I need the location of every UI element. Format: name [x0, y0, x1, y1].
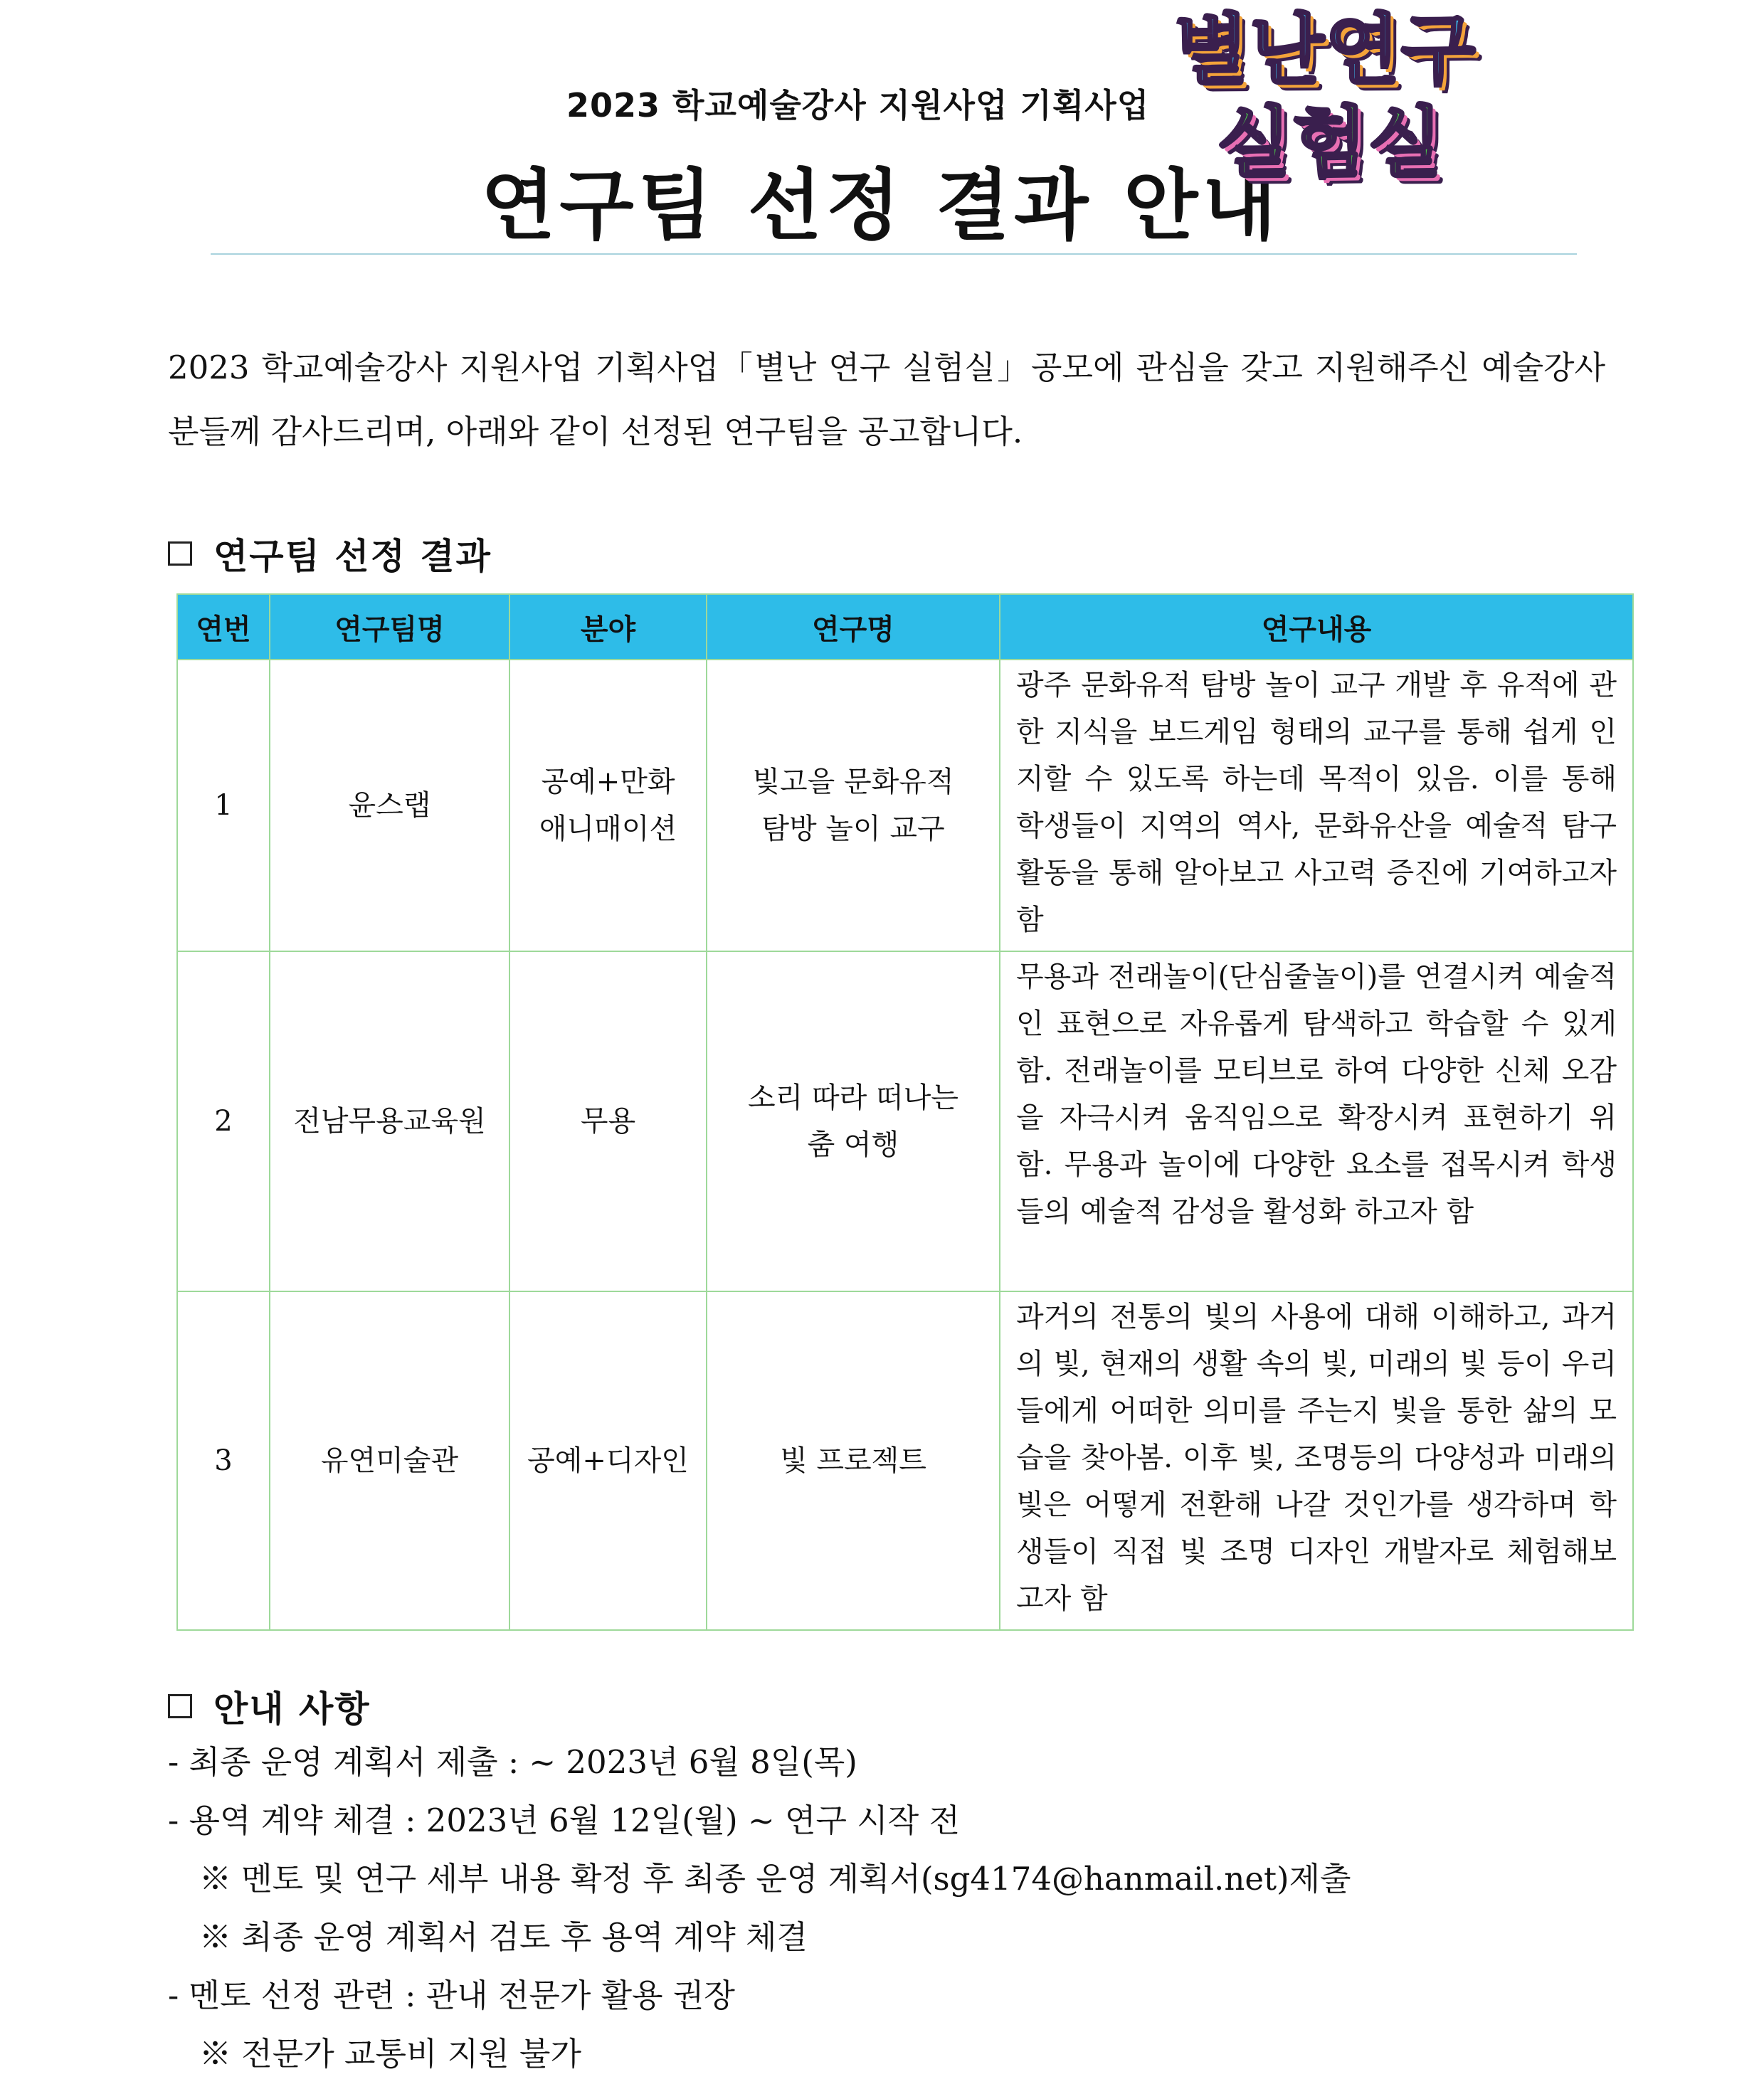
cell-team: 윤스랩: [270, 660, 509, 951]
column-header-team: 연구팀명: [270, 594, 509, 660]
cell-title-line: 춤 여행: [807, 1128, 899, 1161]
list-item-note: ※ 최종 운영 계획서 검토 후 용역 계약 체결: [199, 1918, 808, 1956]
cell-field-line: 공예+만화: [541, 766, 675, 798]
list-item-note: ※ 멘토 및 연구 세부 내용 확정 후 최종 운영 계획서(sg4174@hanmail.net)제출: [199, 1860, 1351, 1898]
table-row: [177, 951, 1633, 1291]
checkbox-icon: [168, 541, 192, 566]
logo-text-line-1: 별난연구: [1174, 6, 1477, 95]
document-subtitle: 2023 학교예술강사 지원사업 기획사업: [566, 86, 1150, 125]
cell-team: 유연미술관: [270, 1291, 509, 1630]
cell-title-line: 탐방 놀이 교구: [761, 813, 945, 845]
list-item: - 멘토 선정 관련 : 관내 전문가 활용 권장: [168, 1977, 735, 2014]
cell-content: 과거의 전통의 빛의 사용에 대해 이해하고, 과거의 빛, 현재의 생활 속의 빛, 미래의 빛 등이 우리들에게 어떠한 의미를 주는지 빛을 통한 삶의 모습을 찾아봄. 이후 빛, 조명등의 다양성과 미래의 빛은 어떻게 전환해 나갈 것인가를 생각하며 학생들이 직접 빛 조명 디자인 개발자로 체험해보고자 함: [1000, 1291, 1633, 1630]
section-heading-notice: [168, 1681, 371, 1732]
cell-field-line: 무용: [580, 1105, 636, 1138]
section-heading-label: 연구팀 선정 결과: [213, 536, 492, 577]
table-row: [177, 660, 1633, 951]
checkbox-icon: [168, 1694, 192, 1718]
column-header-title: 연구명: [707, 594, 1000, 660]
cell-no: 1: [177, 660, 270, 951]
cell-content: 광주 문화유적 탐방 놀이 교구 개발 후 유적에 관한 지식을 보드게임 형태의 교구를 통해 쉽게 인지할 수 있도록 하는데 목적이 있음. 이를 통해 학생들이 지역의 역사, 문화유산을 예술적 탐구 활동을 통해 알아보고 사고력 증진에 기여하고자 함: [1000, 660, 1633, 951]
cell-field-line: 공예+디자인: [527, 1444, 689, 1477]
header-divider: [211, 253, 1577, 255]
cell-content: 무용과 전래놀이(단심줄놀이)를 연결시켜 예술적인 표현으로 자유롭게 탐색하고 학습할 수 있게함. 전래놀이를 모티브로 하여 다양한 신체 오감을 자극시켜 움직임으로 확장시켜 표현하기 위함. 무용과 놀이에 다양한 요소를 접목시켜 학생들의 예술적 감성을 활성화 하고자 함: [1000, 951, 1633, 1291]
document-title: 연구팀 선정 결과 안내: [481, 162, 1281, 250]
cell-field-line: 애니매이션: [539, 813, 677, 845]
table-row: [177, 1291, 1633, 1630]
list-item-note: ※ 전문가 교통비 지원 불가: [199, 2035, 581, 2073]
logo-text-line-2: 실험실: [1217, 99, 1444, 188]
notice-list: [168, 1733, 1662, 2083]
cell-team: 전남무용교육원: [270, 951, 509, 1291]
cell-title-line: 빛고을 문화유적: [752, 766, 954, 798]
section-heading-label: 안내 사항: [213, 1688, 371, 1730]
cell-field: [509, 660, 707, 951]
cell-no: 3: [177, 1291, 270, 1630]
cell-title-line: 빛 프로젝트: [780, 1444, 926, 1477]
cell-title: [707, 1291, 1000, 1630]
list-item: - 용역 계약 체결 : 2023년 6월 12일(월) ~ 연구 시작 전: [168, 1802, 960, 1839]
cell-title: [707, 660, 1000, 951]
intro-paragraph: 2023 학교예술강사 지원사업 기획사업「별난 연구 실험실」공모에 관심을 갖고 지원해주신 예술강사분들께 감사드리며, 아래와 같이 선정된 연구팀을 공고합니다.: [168, 349, 1605, 450]
column-header-no: 연번: [177, 594, 270, 660]
cell-field: [509, 1291, 707, 1630]
cell-field: [509, 951, 707, 1291]
results-table: [176, 593, 1634, 1631]
cell-title: [707, 951, 1000, 1291]
cell-no: 2: [177, 951, 270, 1291]
list-item: - 최종 운영 계획서 제출 : ~ 2023년 6월 8일(목): [168, 1743, 857, 1781]
project-logo: [1174, 6, 1487, 198]
column-header-field: 분야: [509, 594, 707, 660]
cell-title-line: 소리 따라 떠나는: [748, 1081, 958, 1114]
table-header-row: [177, 594, 1633, 660]
section-heading-results: [168, 528, 492, 579]
column-header-content: 연구내용: [1000, 594, 1633, 660]
